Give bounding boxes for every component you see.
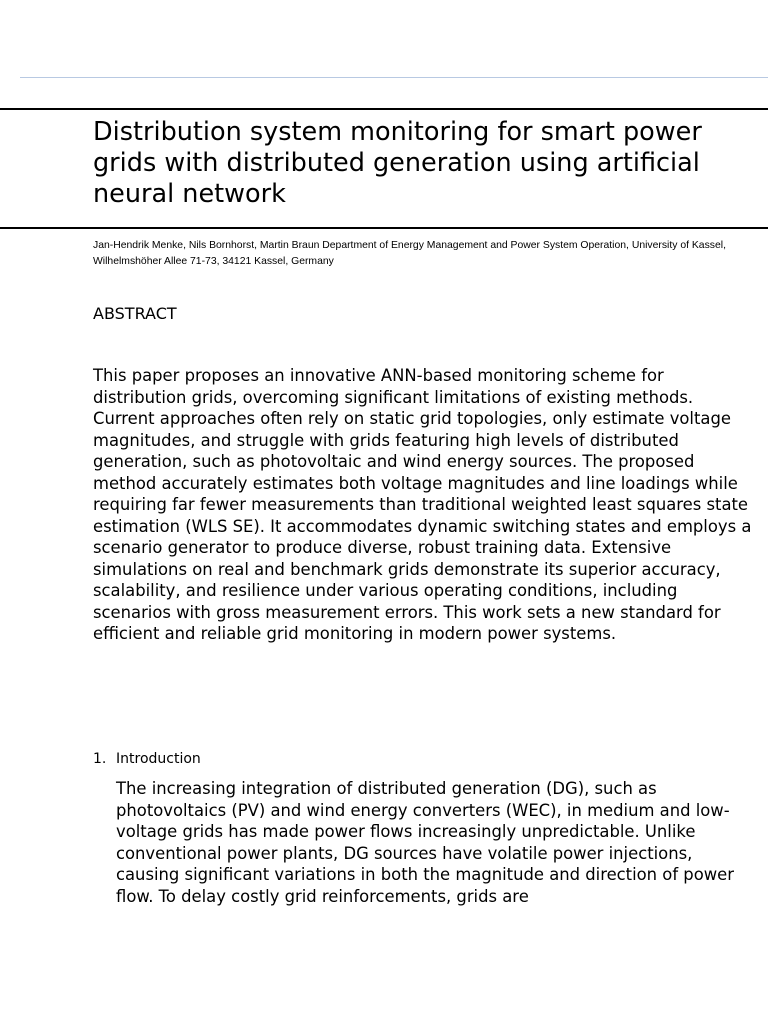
header-rule bbox=[20, 77, 768, 78]
section-number: 1. bbox=[93, 751, 107, 767]
section-title: Introduction bbox=[116, 751, 201, 767]
title-rule-top bbox=[0, 108, 768, 110]
title-rule-bottom bbox=[0, 227, 768, 229]
author-affiliation: Jan-Hendrik Menke, Nils Bornhorst, Martin Braun Department of Energy Management and Power System Operation, University of Kassel, Wilhelmshöher Allee 71-73, 34121 Kassel, Germany bbox=[93, 240, 726, 267]
abstract-text: This paper proposes an innovative ANN-based monitoring scheme for distribution grids, overcoming significant limitations of existing methods. Current approaches often rely on static grid topologies, only estimate voltage magnitudes, and struggle with grids featuring high levels of distributed generation, such as photovoltaic and wind energy sources. The proposed method accurately estimates both voltage magnitudes and line loadings while requiring far fewer measurements than traditional weighted least squares state estimation (WLS SE). It accommodates dynamic switching states and employs a scenario generator to produce diverse, robust training data. Extensive simulations on real and benchmark grids demonstrate its superior accuracy, scalability, and resilience under various operating conditions, including scenarios with gross measurement errors. This work sets a new standard for efficient and reliable grid monitoring in modern power systems. bbox=[93, 366, 752, 643]
abstract-heading: ABSTRACT bbox=[93, 304, 177, 323]
introduction-text: The increasing integration of distributed generation (DG), such as photovoltaics (PV) and wind energy converters (WEC), in medium and low-voltage grids has made power flows increasingly unpredictable. Unlike conventional power plants, DG sources have volatile power injections, causing significant variations in both the magnitude and direction of power flow. To delay costly grid reinforcements, grids are bbox=[116, 779, 734, 906]
paper-title: Distribution system monitoring for smart power grids with distributed generation using artificial neural network bbox=[93, 117, 702, 209]
section-heading-introduction bbox=[93, 750, 201, 768]
